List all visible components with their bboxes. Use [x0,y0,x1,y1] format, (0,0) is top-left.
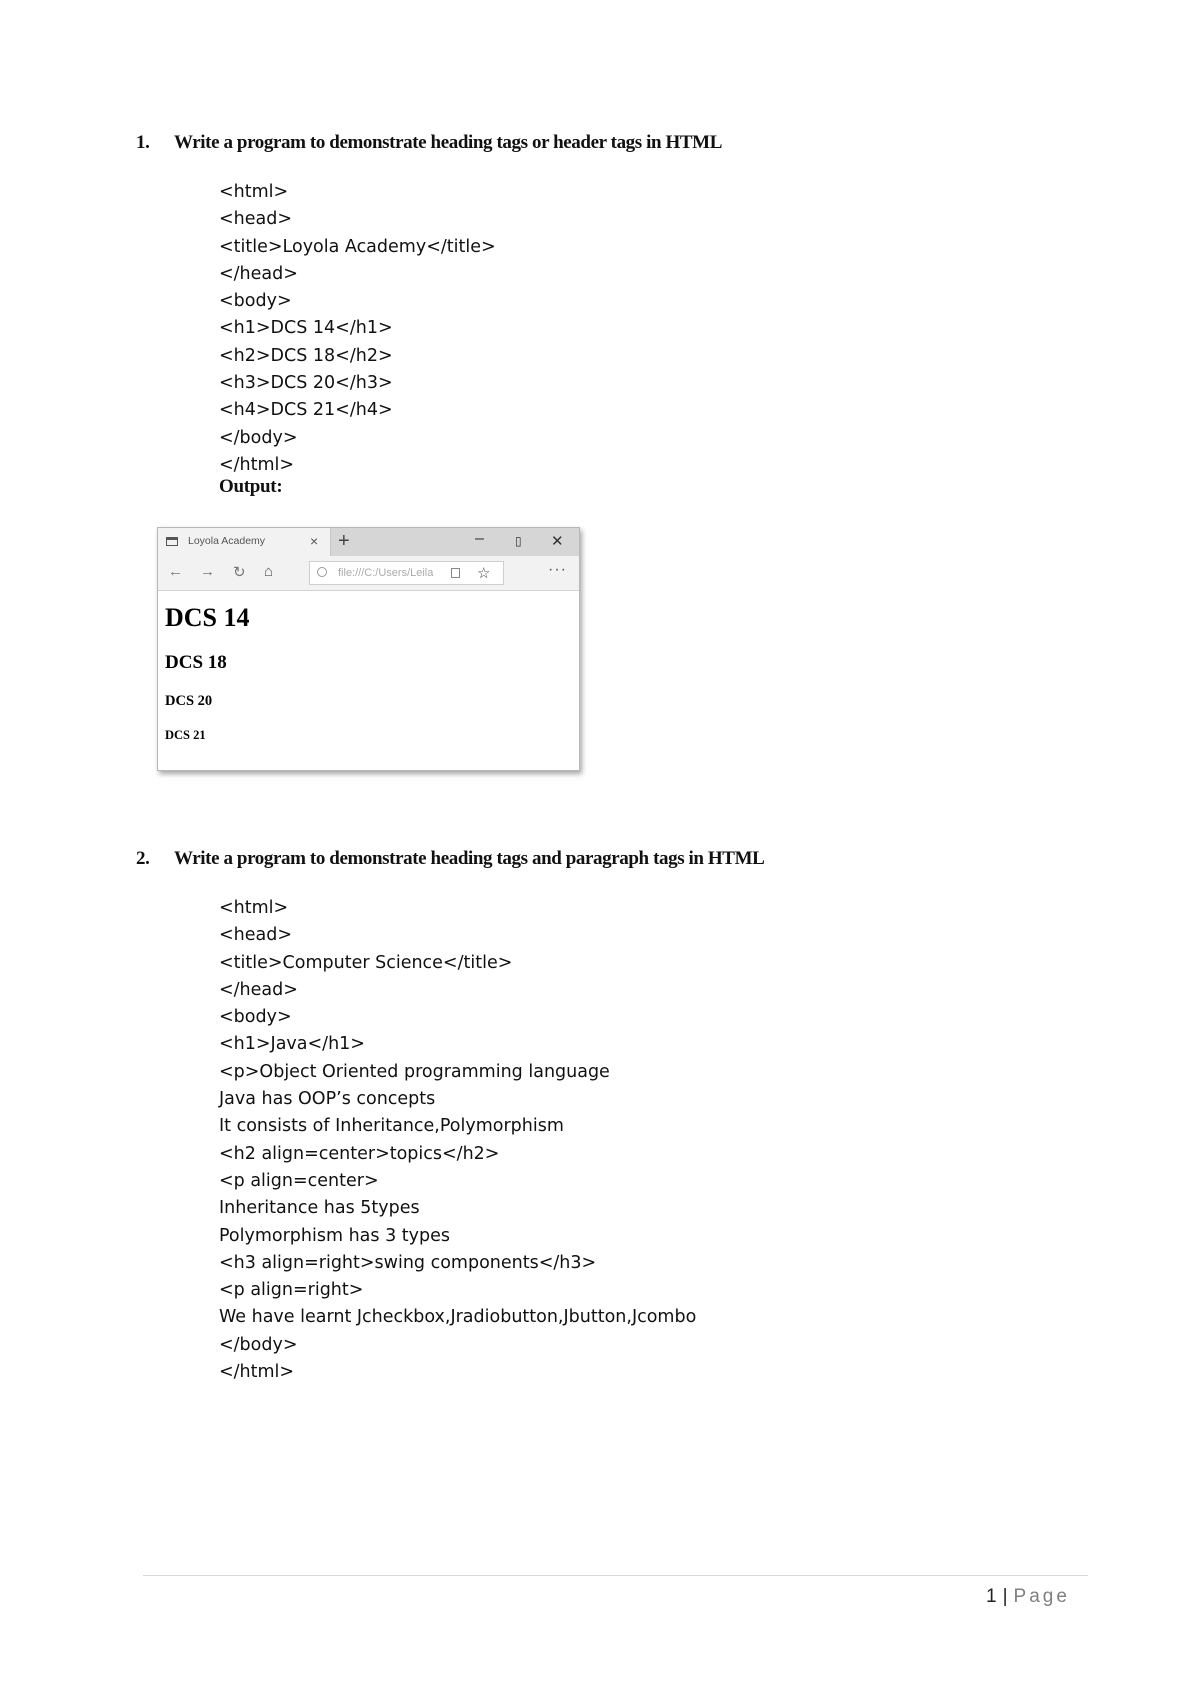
browser-tab-title: Loyola Academy [188,535,266,547]
code-line: <h1>Java</h1> [219,1034,365,1055]
code-line: <body> [219,291,292,312]
code-line: <h1>DCS 14</h1> [219,318,393,339]
code-block-2 [219,895,696,1386]
footer-divider [143,1575,1088,1576]
question-1-text: Write a program to demonstrate heading tags or header tags in HTML [174,132,722,153]
question-2-number: 2. [136,848,150,869]
code-block-1 [219,179,496,479]
rendered-h2: DCS 18 [165,652,227,673]
browser-nav-bar [158,556,579,591]
forward-arrow-icon[interactable]: → [200,563,215,580]
code-line: We have learnt Jcheckbox,Jradiobutton,Jbutton,Jcombo [219,1307,697,1328]
new-tab-icon[interactable]: + [338,530,350,552]
code-line: </head> [219,263,298,284]
code-line: <h3>DCS 20</h3> [219,373,393,394]
code-line: Inheritance has 5types [219,1198,420,1219]
page-tab-icon [166,537,178,546]
browser-window-screenshot [157,527,580,771]
code-line: <html> [219,182,289,202]
minimize-icon[interactable]: – [475,530,484,547]
reading-view-icon[interactable] [451,568,460,578]
rendered-h3: DCS 20 [165,693,213,709]
address-text: file:///C:/Users/Leila [338,567,434,579]
home-icon[interactable]: ⌂ [264,563,274,580]
code-line: </body> [219,1334,298,1355]
code-line: <head> [219,925,293,946]
browser-tab[interactable] [158,528,331,556]
maximize-icon[interactable]: ▯ [515,534,523,548]
code-line: <p align=center> [219,1170,379,1191]
question-1-heading [136,132,722,154]
code-line: <h4>DCS 21</h4> [219,400,393,421]
code-line: <body> [219,1007,292,1028]
code-line: </html> [219,454,295,475]
output-label: Output: [219,476,283,497]
browser-tab-bar [158,528,579,556]
code-line: <h2>DCS 18</h2> [219,345,393,366]
code-line: <p>Object Oriented programming language [219,1061,610,1082]
rendered-h1: DCS 14 [165,603,250,632]
code-line: </body> [219,427,298,448]
code-line: <title>Loyola Academy</title> [219,236,496,257]
code-line: <p align=right> [219,1280,364,1301]
more-icon[interactable]: ··· [548,561,567,578]
info-icon [317,567,327,577]
code-line: </html> [219,1362,295,1383]
window-close-icon[interactable]: ✕ [551,533,564,550]
code-line: It consists of Inheritance,Polymorphism [219,1116,564,1137]
question-2-heading [136,848,764,870]
code-line: <title>Computer Science</title> [219,952,513,973]
code-line: <head> [219,209,293,230]
tab-close-icon[interactable]: × [310,533,319,549]
rendered-h4: DCS 21 [165,728,206,742]
star-icon[interactable]: ☆ [477,565,491,582]
question-2-text: Write a program to demonstrate heading tags and paragraph tags in HTML [174,848,765,869]
code-line: <h2 align=center>topics</h2> [219,1143,500,1164]
code-line: Java has OOP’s concepts [219,1089,436,1110]
refresh-icon[interactable]: ↻ [233,564,246,581]
page-footer [986,1586,1070,1608]
page-number: 1 [986,1586,997,1607]
question-1-number: 1. [136,132,150,153]
code-line: Polymorphism has 3 types [219,1225,450,1246]
footer-separator: | [1002,1586,1008,1607]
page-label: Page [1013,1586,1070,1607]
code-line: <html> [219,898,289,918]
code-line: </head> [219,979,298,1000]
address-bar[interactable] [309,561,504,585]
back-arrow-icon[interactable]: ← [168,563,183,580]
code-line: <h3 align=right>swing components</h3> [219,1252,597,1273]
